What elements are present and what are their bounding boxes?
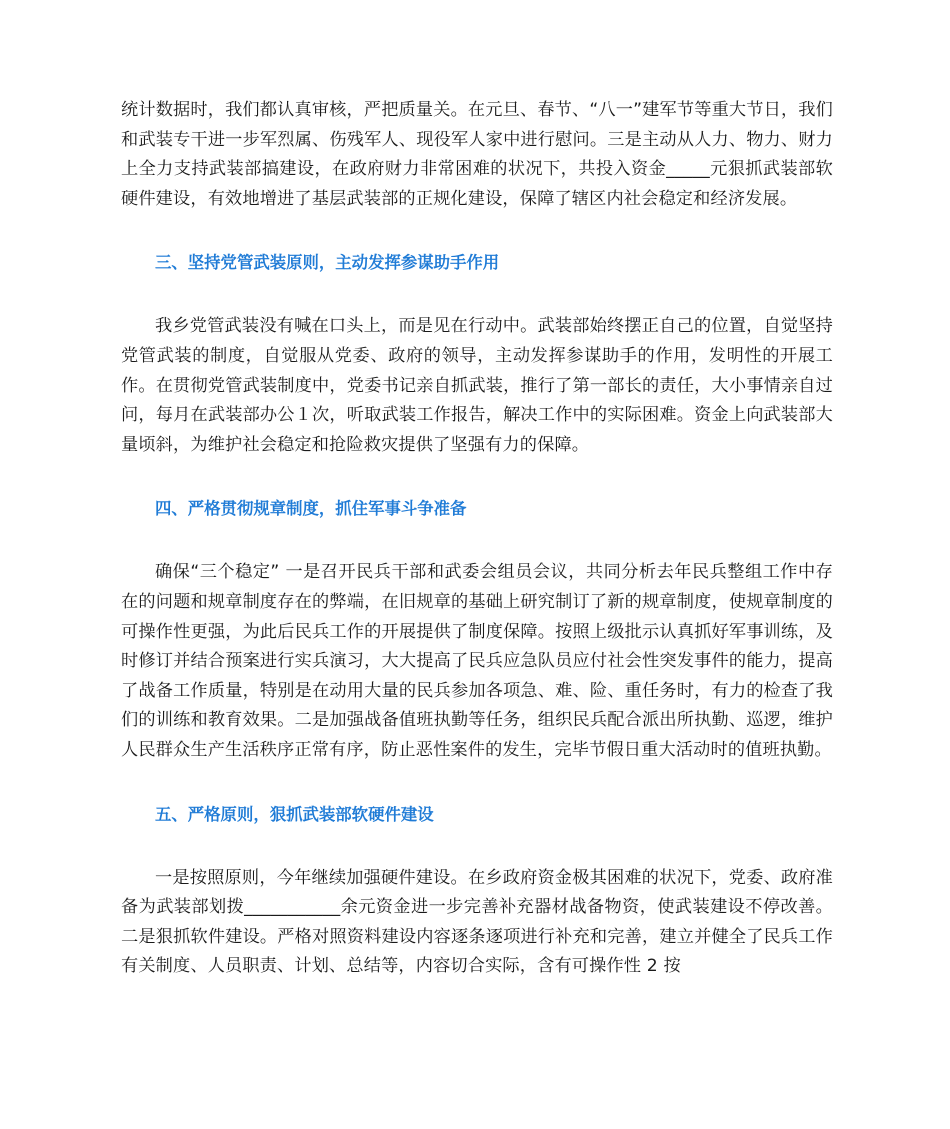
- document-page: [121, 96, 833, 982]
- spacer: [121, 214, 833, 251]
- section-body-3: 我乡党管武装没有喊在口头上，而是见在行动中。武装部始终摆正自己的位置，自觉坚持党管武装的制度，自觉服从党委、政府的领导，主动发挥参谋助手的作用，发明性的开展工作。在贯彻党管武装制度中，党委书记亲自抓武装，推行了第一部长的责任，大小事情亲自过问，每月在武装部办公１次，听取武装工作报告，解决工作中的实际困难。资金上向武装部大量顷斜，为维护社会稳定和抢险救灾提供了坚强有力的保障。: [121, 316, 833, 455]
- spacer: [121, 827, 833, 864]
- section-body-4: 确保“三个稳定” 一是召开民兵干部和武委会组员会议，共同分析去年民兵整组工作中存在的问题和规章制度存在的弊端，在旧规章的基础上研究制订了新的规章制度，使规章制度的可操作性更强，为此后民兵工作的开展提供了制度保障。按照上级批示认真抓好军事训练，及时修订并结合预案进行实兵演习，大大提高了民兵应急队员应付社会性突发事件的能力，提高了战备工作质量，特别是在动用大量的民兵参加各项急、难、险、重任务时，有力的检查了我们的训练和教育效果。二是加强战备值班执勤等任务，组织民兵配合派出所执勤、巡逻，维护人民群众生产生活秩序正常有序，防止恶性案件的发生，完毕节假日重大活动时的值班执勤。: [121, 562, 833, 760]
- section-body-5: 一是按照原则，今年继续加强硬件建设。在乡政府资金极其困难的状况下，党委、政府准备为武装部划拨___________余元资金进一步完善补充器材战备物资，使武装建设不停改善。二是狠抓软件建设。严格对照资料建设内容逐条逐项进行补充和完善，建立并健全了民兵工作有关制度、人员职责、计划、总结等，内容切合实际，含有可操作性 2 按: [121, 867, 833, 977]
- section-heading-5: 五、严格原则，狠抓武装部软硬件建设: [155, 804, 434, 824]
- section-heading-4: 四、严格贯彻规章制度，抓住军事斗争准备: [155, 499, 467, 519]
- spacer: [121, 521, 833, 558]
- spacer: [121, 460, 833, 497]
- intro-paragraph: 统计数据时，我们都认真审核，严把质量关。在元旦、春节、“八一”建军节等重大节日，我们和武装专干进一步军烈属、伤残军人、现役军人家中进行慰问。三是主动从人力、物力、财力上全力支持武装部搞建设，在政府财力非常困难的状况下，共投入资金_____元狠抓武装部软硬件建设，有效地增进了基层武装部的正规化建设，保障了辖区内社会稳定和经济发展。: [121, 100, 833, 209]
- section-heading-3: 三、坚持党管武装原则，主动发挥参谋助手作用: [155, 253, 500, 273]
- spacer: [121, 275, 833, 312]
- spacer: [121, 766, 833, 803]
